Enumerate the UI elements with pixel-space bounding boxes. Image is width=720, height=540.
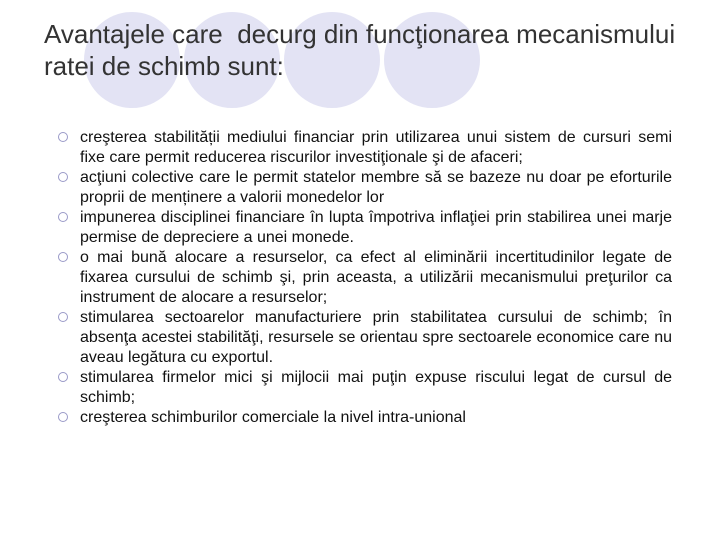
hollow-circle-icon <box>58 372 68 382</box>
bullet-list <box>80 128 672 428</box>
bullet-text: creşterea schimburilor comerciale la nivel intra-unional <box>80 409 466 426</box>
list-item <box>80 208 672 248</box>
hollow-circle-icon <box>58 212 68 222</box>
hollow-circle-icon <box>58 312 68 322</box>
bullet-text: acţiuni colective care le permit statelor membre să se bazeze nu doar pe eforturile proprii de menținere a valorii monedelor lor <box>80 169 672 206</box>
list-item <box>80 308 672 368</box>
list-item <box>80 128 672 168</box>
bullet-text: stimularea sectoarelor manufacturiere prin stabilitatea cursului de schimb; în absenţa acestei stabilităţi, resursele se orientau spre sectoarele economice care nu aveau legătura cu exportul. <box>80 309 672 366</box>
hollow-circle-icon <box>58 252 68 262</box>
list-item <box>80 168 672 208</box>
bullet-text: stimularea firmelor mici şi mijlocii mai puţin expuse riscului legat de cursul de schimb; <box>80 369 672 406</box>
list-item <box>80 248 672 308</box>
hollow-circle-icon <box>58 132 68 142</box>
list-item <box>80 408 672 428</box>
hollow-circle-icon <box>58 172 68 182</box>
bullet-text: creşterea stabilității mediului financiar prin utilizarea unui sistem de cursuri semi fixe care permit reducerea riscurilor investiţionale şi de afaceri; <box>80 129 672 166</box>
bullet-text: impunerea disciplinei financiare în lupta împotriva inflaţiei prin stabilirea unei marje permise de depreciere a unei monede. <box>80 209 672 246</box>
hollow-circle-icon <box>58 412 68 422</box>
bullet-text: o mai bună alocare a resurselor, ca efect al eliminării incertitudinilor legate de fixarea cursului de schimb şi, prin aceasta, a utilizării mecanismului preţurilor ca instrument de alocare a resurselor; <box>80 249 672 306</box>
slide-title: Avantajele care decurg din funcţionarea mecanismului ratei de schimb sunt: <box>44 19 683 81</box>
list-item <box>80 368 672 408</box>
